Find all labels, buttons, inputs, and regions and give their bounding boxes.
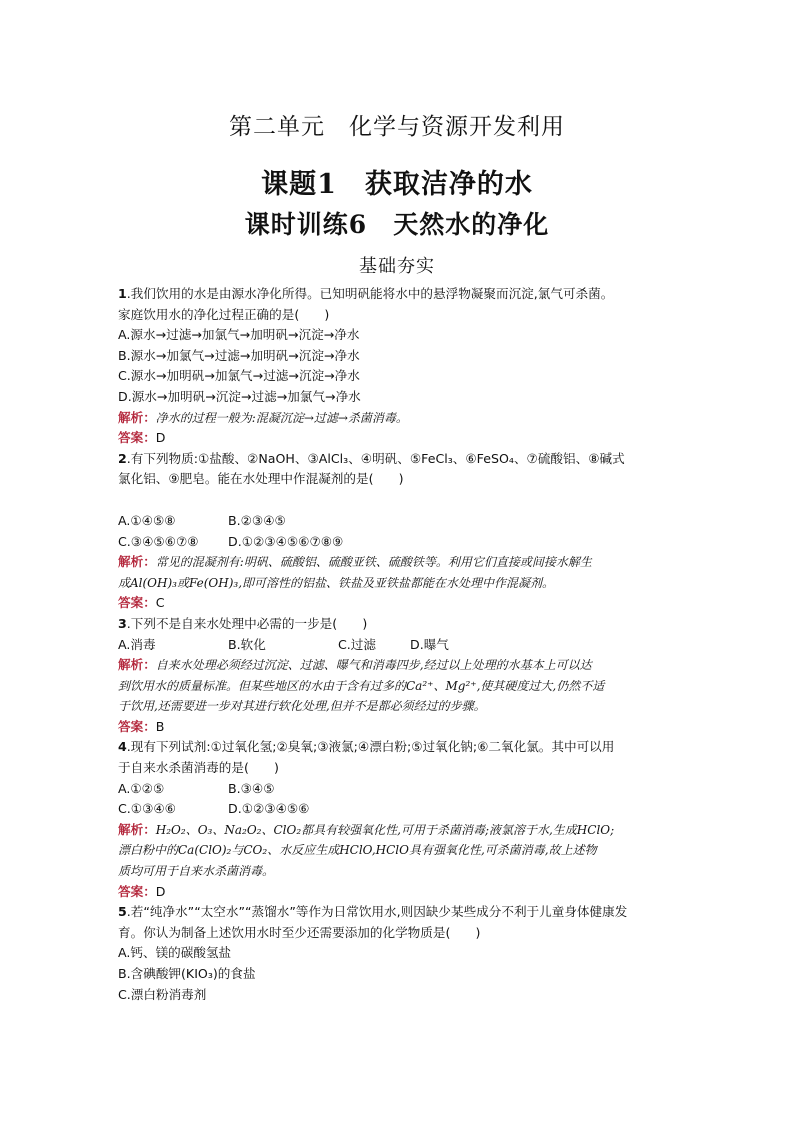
explanation [118,655,683,676]
unit-title: 第二单元 化学与资源开发利用 [229,114,565,140]
question-number: 1 [118,286,127,301]
stem-text: .我们饮用的水是由源水净化所得。已知明矾能将水中的悬浮物凝聚而沉淀,氯气可杀菌。 [126,286,614,301]
answer-value: C [155,595,165,611]
question-list [118,284,683,1005]
answer-label: 答案： [118,430,156,446]
question-number: 3 [118,615,127,631]
answer-value: D [155,883,166,899]
option-b: B.②③④⑤ [228,512,286,528]
answer-label: 答案： [118,595,156,611]
option-d: D.①②③④⑤⑥⑦⑧⑨ [228,533,344,549]
explanation-text: 成Al(OH)₃或Fe(OH)₃,即可溶性的铝盐、铁盐及亚铁盐都能在水处理中作混凝剂。 [118,575,555,590]
answer [118,717,683,738]
stem-text: .下列不是自来水处理中必需的一步是( ) [126,615,368,631]
question-number: 2 [118,450,127,466]
option-c: C.过滤 [338,636,376,652]
question-4 [118,737,683,902]
option-a: A.①②⑤ [118,780,165,796]
option-a: A.①④⑤⑧ [118,512,176,528]
option-a: A.消毒 [118,636,156,652]
explanation-label: 解析： [118,657,156,673]
lesson-title: 课时训练6 天然水的净化 [244,210,550,239]
option-d: D.源水→加明矾→沉淀→过滤→加氯气→净水 [118,388,361,404]
topic-title: 课题1 获取洁净的水 [261,169,533,200]
question-stem: 育。你认为制备上述饮用水时至少还需要添加的化学物质是( ) [118,924,481,940]
explanation-text: 净水的过程一般为:混凝沉淀→过滤→杀菌消毒。 [155,410,408,425]
option-c: C.源水→加明矾→加氯气→过滤→沉淀→净水 [118,368,360,384]
option-c: C.③④⑤⑥⑦⑧ [118,533,199,549]
question-number: 5 [118,904,127,920]
answer-space [118,490,683,511]
option-b: B.③④⑤ [228,780,275,796]
explanation [118,820,683,841]
explanation-text: 质均可用于自来水杀菌消毒。 [118,864,275,879]
option-a: A.源水→过滤→加氯气→加明矾→沉淀→净水 [118,327,360,343]
question-stem [118,614,683,635]
explanation-text: 常见的混凝剂有:明矾、硫酸铝、硫酸亚铁、硫酸铁等。利用它们直接或间接水解生 [155,555,592,570]
explanation-text: H₂O₂、O₃、Na₂O₂、ClO₂都具有较强氧化性,可用于杀菌消毒;液氯溶于水,生成HClO; [155,822,615,837]
explanation-text: 于饮用,还需要进一步对其进行软化处理,但并不是都必须经过的步骤。 [118,699,486,714]
option-b: B.含碘酸钾(KIO₃)的食盐 [118,966,256,981]
stem-text: .有下列物质:①盐酸、②NaOH、③AlCl₃、④明矾、⑤FeCl₃、⑥FeSO₄、⑦硫酸铝、⑧碱式 [126,450,625,466]
options-row [118,799,683,820]
options-row [118,532,683,553]
option-a: A.钙、镁的碳酸氢盐 [118,945,232,961]
answer-value: B [155,718,165,734]
stem-text: .若“纯净水”“太空水”“蒸馏水”等作为日常饮用水,则因缺少某些成分不利于儿童身体健康发 [126,904,628,920]
answer-value: D [155,430,166,446]
question-stem: 家庭饮用水的净化过程正确的是( ) [118,306,330,322]
explanation-label: 解析： [118,821,156,837]
question-stem [118,449,683,470]
question-2 [118,449,683,614]
question-1 [118,284,683,449]
options-row [118,511,683,532]
question-stem: 于自来水杀菌消毒的是( ) [118,760,279,776]
question-number: 4 [118,739,127,755]
question-3 [118,614,683,738]
explanation [118,552,683,573]
question-stem [118,284,683,305]
question-stem: 氯化铝、⑨肥皂。能在水处理中作混凝剂的是( ) [118,471,404,487]
explanation-label: 解析： [118,554,156,570]
options-row [118,779,683,800]
option-c: C.漂白粉消毒剂 [118,986,207,1002]
answer [118,428,683,449]
answer [118,593,683,614]
explanation-text: 漂白粉中的Ca(ClO)₂与CO₂、水反应生成HClO,HClO具有强氧化性,可杀菌消毒,故上述物 [118,843,597,858]
section-heading: 基础夯实 [359,256,435,277]
question-5 [118,902,683,1005]
option-d: D.曝气 [410,636,449,652]
question-stem [118,902,683,923]
options-row [118,635,683,656]
stem-text: .现有下列试剂:①过氧化氢;②臭氧;③液氯;④漂白粉;⑤过氧化钠;⑥二氧化氯。其中可以用 [126,739,615,755]
option-b: B.源水→加氯气→过滤→加明矾→沉淀→净水 [118,347,360,363]
option-d: D.①②③④⑤⑥ [228,801,310,817]
explanation [118,408,683,429]
question-stem [118,737,683,758]
explanation-text: 自来水处理必须经过沉淀、过滤、曝气和消毒四步,经过以上处理的水基本上可以达 [155,658,592,673]
answer [118,882,683,903]
answer-label: 答案： [118,883,156,899]
explanation-label: 解析： [118,409,156,425]
option-c: C.①③④⑥ [118,801,176,817]
answer-label: 答案： [118,718,156,734]
option-b: B.软化 [228,636,266,652]
explanation-text: 到饮用水的质量标准。但某些地区的水由于含有过多的Ca²⁺、Mg²⁺,使其硬度过大,仍然不适 [118,678,605,693]
